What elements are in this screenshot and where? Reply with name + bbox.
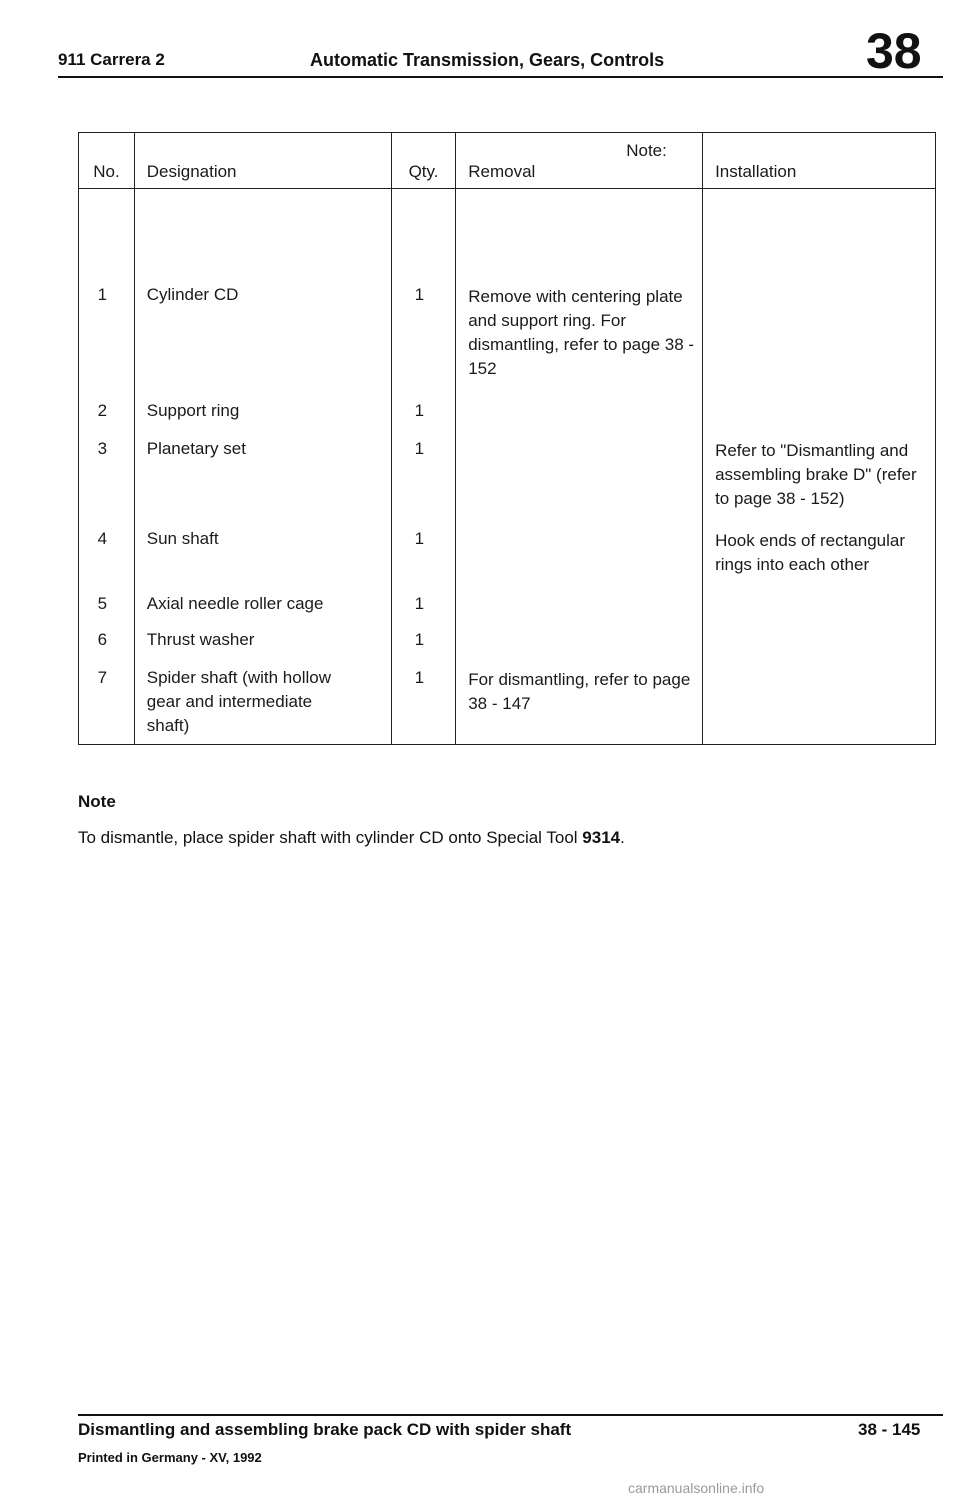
row-1-removal: Remove with centering plate and support ring. For dismantling, refer to page 38 - 152 [468,287,695,378]
row-3-qty: 1 [414,439,425,458]
col-header-note: Note: [626,141,667,160]
row-4-designation: Sun shaft [146,529,219,548]
watermark: carmanualsonline.info [628,1480,765,1496]
row-6-qty: 1 [414,630,425,649]
row-1-designation: Cylinder CD [146,285,239,304]
row-7-no: 7 [97,668,108,687]
parts-table [78,132,936,745]
row-6-no: 6 [97,630,108,649]
col-header-no: No. [93,162,120,181]
row-2-qty: 1 [414,401,425,420]
row-4-no: 4 [97,529,108,548]
header-rule [58,76,943,78]
note-body: To dismantle, place spider shaft with cylinder CD onto Special Tool [78,828,578,847]
row-3-designation: Planetary set [146,439,246,458]
row-7-designation: Spider shaft (with hollow gear and intermediate shaft) [146,668,331,735]
col-header-installation: Installation [715,162,797,181]
header-model: 911 Carrera 2 [58,50,165,69]
row-4-installation: Hook ends of rectangular rings into each other [715,531,906,574]
row-2-designation: Support ring [146,401,240,420]
col-header-removal: Removal [468,162,536,181]
row-5-qty: 1 [414,594,425,613]
page-number: 38 - 145 [858,1420,921,1439]
note-heading: Note [78,792,116,811]
row-3-installation: Refer to "Dismantling and assembling brake D" (refer to page 38 - 152) [715,441,917,508]
row-4-qty: 1 [414,529,425,548]
row-3-no: 3 [97,439,108,458]
table-header-row [79,133,936,189]
special-tool-number: 9314 [582,828,621,847]
col-header-qty: Qty. [408,162,439,181]
printed-info: Printed in Germany - XV, 1992 [78,1450,262,1465]
row-2-no: 2 [97,401,108,420]
row-1-no: 1 [97,285,108,304]
row-5-designation: Axial needle roller cage [146,594,324,613]
row-6-designation: Thrust washer [146,630,255,649]
footer-rule [78,1414,943,1416]
header-title: Automatic Transmission, Gears, Controls [310,50,665,70]
note-text [78,828,625,848]
table-body [79,189,936,745]
col-header-designation: Designation [146,162,237,181]
row-7-qty: 1 [414,668,425,687]
note-end: . [620,828,625,847]
section-number: 38 [866,23,922,79]
row-5-no: 5 [97,594,108,613]
footer-title: Dismantling and assembling brake pack CD with spider shaft [78,1420,572,1439]
row-1-qty: 1 [414,285,425,304]
row-7-removal: For dismantling, refer to page 38 - 147 [468,670,691,713]
